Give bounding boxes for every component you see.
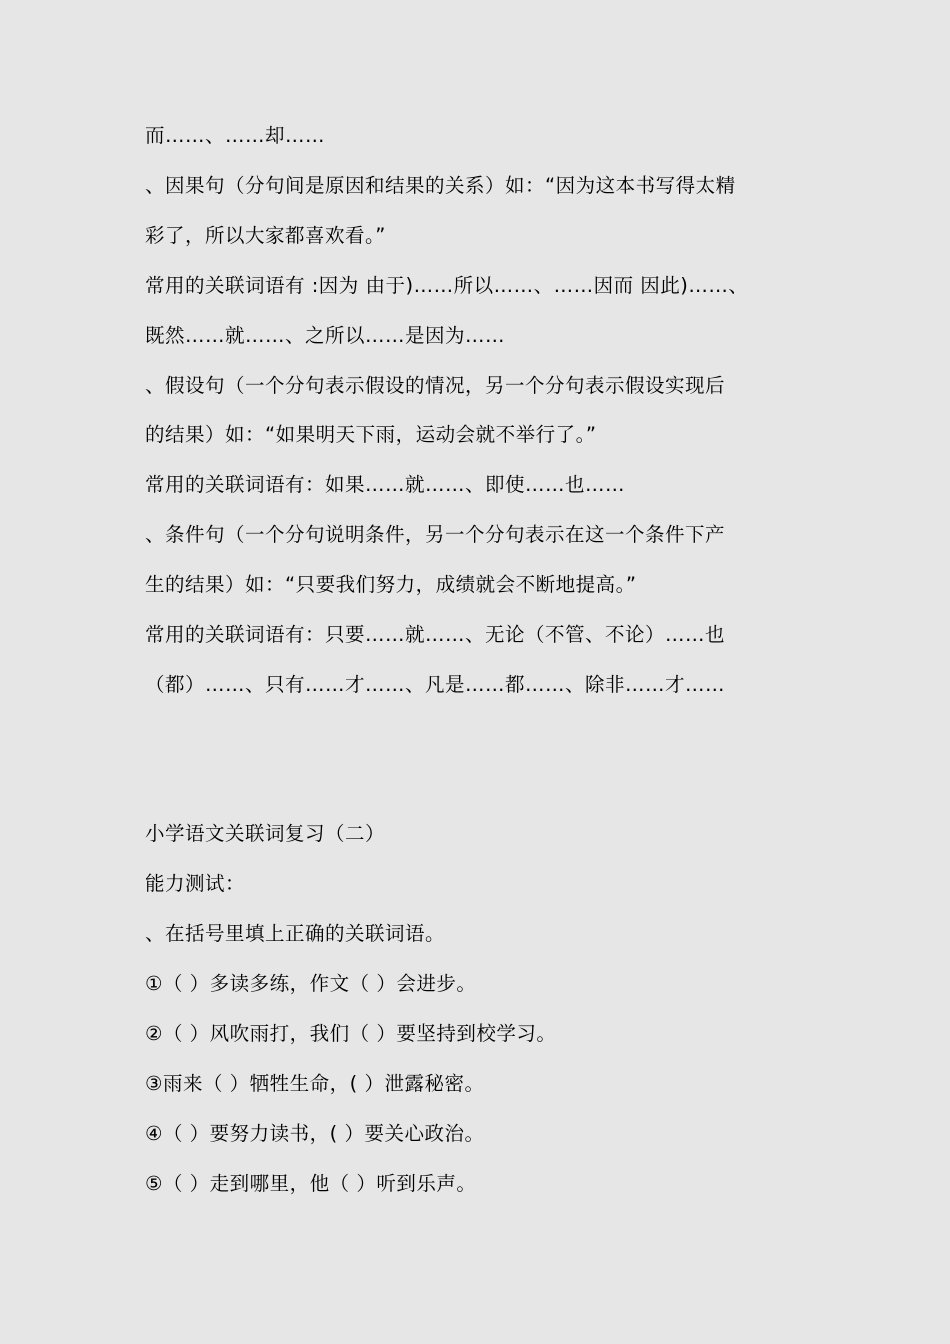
text-line: 、条件句（一个分句说明条件，另一个分句表示在这一个条件下产 (145, 523, 726, 546)
text-line: 、因果句（分句间是原因和结果的关系）如：“因为这本书写得太精 (145, 174, 736, 197)
exercise-item: ①（ ）多读多练，作文（ ）会进步。 (145, 972, 477, 995)
exercise-item: ⑤（ ）走到哪里，他（ ）听到乐声。 (145, 1172, 477, 1195)
text-line: 而……、……却…… (145, 124, 326, 147)
text-line: 常用的关联词语有 :因为 由于)……所以……、……因而 因此)……、 (145, 274, 749, 297)
text-line: 彩了，所以大家都喜欢看。” (145, 224, 386, 247)
exercise-item: ②（ ）风吹雨打，我们（ ）要坚持到校学习。 (145, 1022, 557, 1045)
text-line: 生的结果）如：“只要我们努力，成绩就会不断地提高。” (145, 573, 637, 596)
exercise-item: ③雨来（ ）牺牲生命，( ）泄露秘密。 (145, 1072, 485, 1095)
text-line: 、假设句（一个分句表示假设的情况，另一个分句表示假设实现后 (145, 374, 726, 397)
text-line: 既然……就……、之所以……是因为…… (145, 324, 506, 347)
text-line: 常用的关联词语有：只要……就……、无论（不管、不论）……也 (145, 623, 726, 646)
section-subtitle: 能力测试： (145, 872, 246, 895)
text-line: 的结果）如：“如果明天下雨，运动会就不举行了。” (145, 423, 597, 446)
text-line: 常用的关联词语有：如果……就……、即使……也…… (145, 473, 626, 496)
exercise-item: ④（ ）要努力读书，( ）要关心政治。 (145, 1122, 485, 1145)
section-title: 小学语文关联词复习（二） (145, 822, 386, 845)
text-line: （都）……、只有……才……、凡是……都……、除非……才…… (145, 673, 726, 696)
exercise-instruction: 、在括号里填上正确的关联词语。 (145, 922, 446, 945)
